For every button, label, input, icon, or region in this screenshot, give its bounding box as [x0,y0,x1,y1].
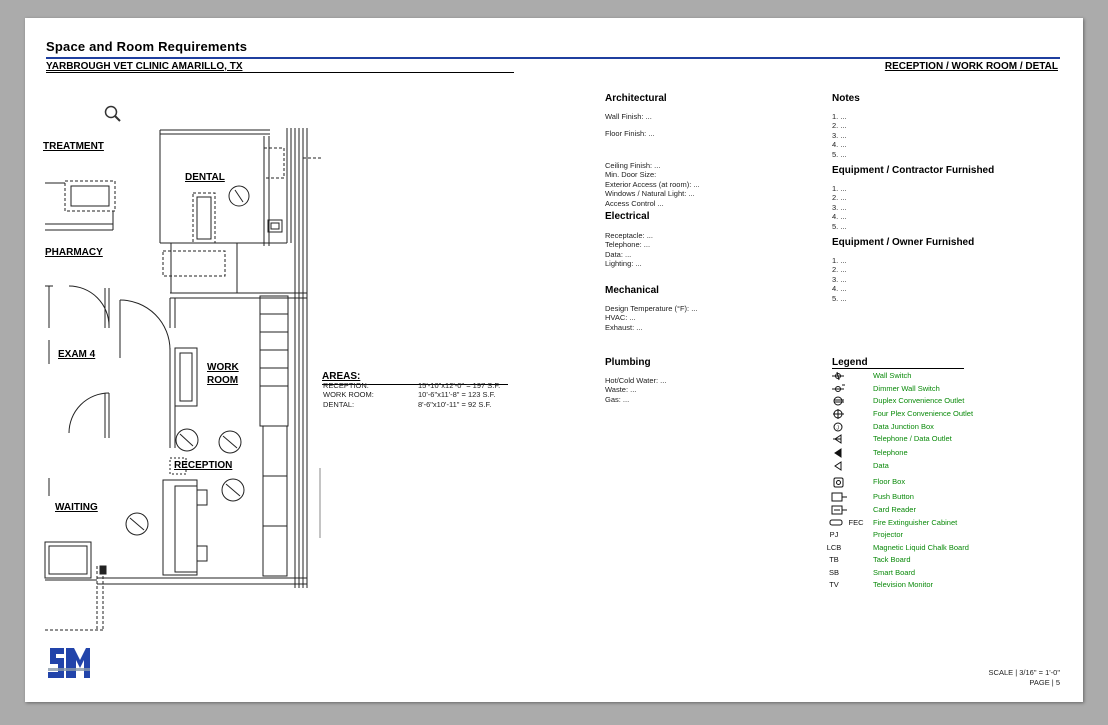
area-name: RECEPTION: [323,381,369,390]
legend-label: Data [873,461,889,470]
legend-label: Card Reader [873,505,916,514]
areas-table [323,381,500,409]
equipment-item: 4. ... [832,284,847,294]
areas-title: AREAS: [322,371,361,382]
mechanical-item: Exhaust: ... [605,322,643,332]
equipment-item: 4. ... [832,212,847,222]
legend-heading [832,357,964,369]
floor-finish: Floor Finish: ... [605,129,655,138]
plumbing-item: Hot/Cold Water: ... [605,376,667,385]
equipment-contractor-list [832,184,847,231]
legend-item [828,384,1028,394]
legend-item [828,434,1028,444]
mechanical-list [605,304,697,332]
electrical-heading: Electrical [605,211,650,222]
legend-label: Four Plex Convenience Outlet [873,409,974,418]
area-value: 8'-6"x10'-11" = 92 S.F. [418,399,492,409]
electrical-item: Receptacle: ... [605,231,653,240]
electrical-list [605,231,653,269]
document-page [25,18,1083,702]
note-item: 2. ... [832,121,847,131]
room-label-exam4: EXAM 4 [58,349,96,360]
equipment-item: 2. ... [832,193,847,203]
room-label-reception: RECEPTION [174,460,233,471]
note-item: 5. ... [832,149,847,159]
equipment-item: 2. ... [832,265,847,275]
legend-item [828,461,1028,471]
note-item: 1. ... [832,112,847,121]
legend-item [828,518,1028,528]
legend-label: Duplex Convenience Outlet [873,396,965,405]
exterior-access: Exterior Access (at room): ... [605,179,700,189]
smart-board-icon: SB [828,568,839,577]
room-label-dental: DENTAL [185,172,225,183]
legend-label: Magnetic Liquid Chalk Board [873,543,969,552]
legend-label: Smart Board [873,568,916,577]
legend-label: Telephone / Data Outlet [873,434,952,443]
legend-label: Floor Box [873,477,906,486]
room-group-subtitle: RECEPTION / WORK ROOM / DETAL [884,61,1058,72]
projector-icon: PJ [829,530,839,539]
legend-item [828,555,1028,565]
equipment-item: 1. ... [832,184,847,193]
equipment-owner-heading: Equipment / Owner Furnished [832,237,975,248]
legend-item [828,477,1028,487]
legend-label: Push Button [873,492,914,501]
plumbing-list [605,376,666,404]
legend-item [828,505,1028,515]
legend-label: Tack Board [873,555,911,564]
legend-item [828,580,1028,590]
room-label-waiting: WAITING [55,502,98,513]
legend-label: Data Junction Box [873,422,934,431]
mechanical-heading: Mechanical [605,285,659,296]
legend-label: Dimmer Wall Switch [873,384,940,393]
legend-label: Telephone [873,448,908,457]
company-logo [46,644,106,684]
notes-list [832,112,847,159]
area-value: 15'-10"x12'-0" = 197 S.F. [418,381,501,390]
floor-plan-drawing [25,18,525,658]
equipment-item: 3. ... [832,202,847,212]
wall-finish: Wall Finish: ... [605,112,652,121]
equipment-item: 5. ... [832,293,847,303]
architectural-details [605,161,700,208]
room-label-pharmacy: PHARMACY [45,247,103,258]
notes-heading: Notes [832,93,860,104]
legend-item [828,543,1028,553]
area-name: WORK ROOM: [323,390,374,400]
equipment-item: 5. ... [832,221,847,231]
mechanical-item: HVAC: ... [605,313,636,323]
page-number: PAGE | 5 [1029,678,1060,687]
plumbing-item: Waste: ... [605,385,637,395]
area-row [323,390,500,399]
fire-extinguisher-icon: FEC [848,518,864,527]
legend-label: Projector [873,530,904,539]
tv-icon: TV [829,580,839,589]
area-name: DENTAL: [323,399,355,409]
legend-item [828,396,1028,406]
legend-item [828,371,1028,381]
legend-item [828,530,1028,540]
min-door-size: Min. Door Size: [605,170,657,180]
legend-title: Legend [832,357,868,368]
plumbing-item: Gas: ... [605,394,630,404]
legend-item [828,448,1028,458]
architectural-heading: Architectural [605,93,667,104]
work-room-line1: WORK [207,362,239,373]
legend-label: Television Monitor [873,580,934,589]
legend-item [828,492,1028,502]
project-name: YARBROUGH VET CLINIC AMARILLO, TX [46,61,243,72]
area-value: 10'-6"x11'-8" = 123 S.F. [418,390,496,400]
svg-text:J: J [836,425,839,432]
room-label-work-room [207,361,239,387]
legend-item [828,568,1028,578]
windows-natural-light: Windows / Natural Light: ... [605,189,695,199]
chalkboard-icon: LCB [826,543,842,552]
mechanical-item: Design Temperature (°F): ... [605,304,698,313]
area-row [323,381,500,390]
note-item: 3. ... [832,130,847,140]
equipment-contractor-heading: Equipment / Contractor Furnished [832,165,995,176]
scale-label: SCALE | 3/16" = 1'-0" [988,668,1060,677]
legend-item [828,409,1028,419]
area-row [323,400,500,409]
page-footer [989,668,1060,688]
room-label-treatment: TREATMENT [43,141,104,152]
work-room-line2: ROOM [207,375,239,386]
legend-item [828,422,1028,432]
legend-label: Fire Extinguisher Cabinet [873,518,958,527]
page-title: Space and Room Requirements [46,39,248,54]
legend-list [828,370,1028,600]
electrical-item: Lighting: ... [605,259,642,269]
legend-label: Wall Switch [873,371,912,380]
electrical-item: Telephone: ... [605,240,651,250]
electrical-item: Data: ... [605,249,632,259]
equipment-owner-list [832,256,847,303]
access-control: Access Control ... [605,198,664,208]
equipment-item: 1. ... [832,256,847,265]
note-item: 4. ... [832,140,847,150]
tack-board-icon: TB [829,555,839,564]
equipment-item: 3. ... [832,274,847,284]
plumbing-heading: Plumbing [605,357,651,368]
ceiling-finish: Ceiling Finish: ... [605,161,661,170]
